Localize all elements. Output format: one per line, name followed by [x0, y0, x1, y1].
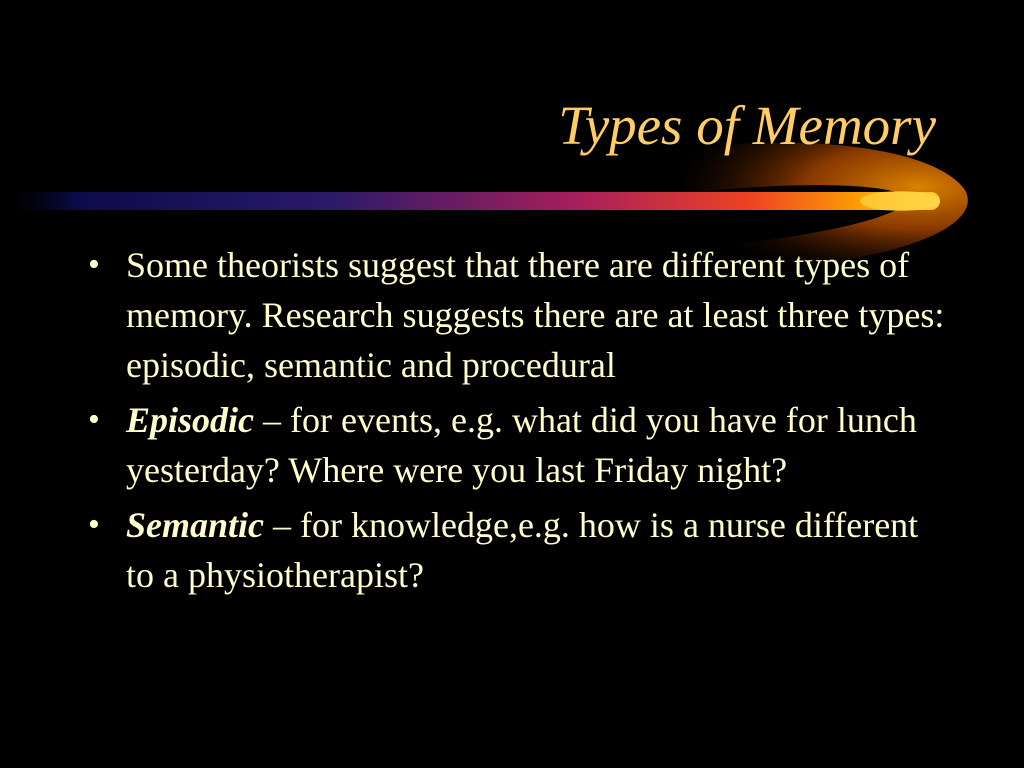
bullet-dot-icon: • — [88, 246, 100, 283]
slide-title: Types of Memory — [558, 95, 936, 156]
bullet-text: – for events, e.g. what did you have for lunch yesterday? Where were you last Friday night? — [126, 400, 917, 490]
bullet-term-semantic: Semantic — [126, 505, 265, 545]
bullet-item-semantic — [88, 500, 948, 600]
bullet-text: – for knowledge,e.g. how is a nurse different to a physiotherapist? — [126, 505, 919, 595]
bullet-item-intro — [88, 240, 948, 390]
bullet-text: Some theorists suggest that there are different types of memory. Research suggests there are at least three types: episodic, semantic and procedural — [126, 245, 945, 385]
bullet-list — [88, 240, 948, 605]
stripe-glow — [860, 191, 940, 211]
gradient-stripe — [0, 192, 940, 210]
bullet-dot-icon: • — [88, 401, 100, 438]
bullet-dot-icon: • — [88, 506, 100, 543]
bullet-item-episodic — [88, 395, 948, 495]
bullet-term-episodic: Episodic — [126, 400, 255, 440]
